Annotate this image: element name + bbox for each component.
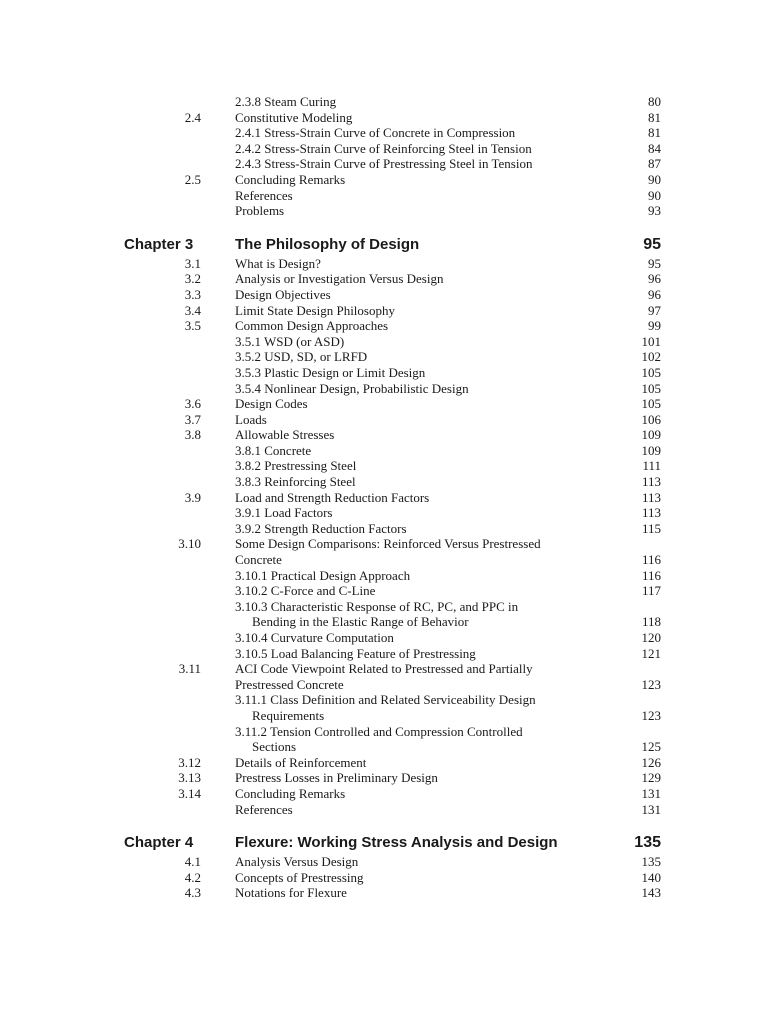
toc-entry: [0, 583, 768, 599]
toc-entry: [0, 724, 768, 740]
page-number: 123: [641, 676, 661, 692]
section-number: 2.5: [184, 171, 201, 187]
toc-entry: [0, 256, 768, 272]
entry-title: References: [235, 801, 293, 817]
page-number: 102: [641, 349, 661, 365]
toc-entry: [0, 125, 768, 141]
toc-entry: [0, 870, 768, 886]
toc-entry: [0, 708, 768, 724]
page-number: 84: [648, 140, 661, 156]
entry-title: References: [235, 187, 293, 203]
section-number: 4.3: [184, 885, 201, 901]
page-number: 105: [641, 396, 661, 412]
entry-title: What is Design?: [235, 255, 321, 271]
chapter-label: Chapter 4: [124, 834, 194, 852]
section-number: 4.1: [184, 854, 201, 870]
page-number: 105: [641, 364, 661, 380]
page-number: 90: [648, 187, 661, 203]
chapter-heading-row: [0, 234, 768, 255]
toc-entry: [0, 94, 768, 110]
section-number: 3.11: [178, 661, 201, 677]
entry-title: 3.8.2 Prestressing Steel: [235, 458, 357, 474]
toc-entry: [0, 490, 768, 506]
entry-title: 3.10.4 Curvature Computation: [235, 630, 394, 645]
entry-title: Load and Strength Reduction Factors: [235, 489, 430, 505]
entry-title: Concepts of Prestressing: [235, 869, 364, 885]
entry-title: Sections: [252, 739, 297, 755]
entry-title: 3.5.3 Plastic Design or Limit Design: [235, 364, 426, 380]
entry-title: 2.3.8 Steam Curing: [235, 94, 337, 109]
section-number: 3.4: [184, 302, 201, 318]
page-number: 117: [641, 583, 661, 599]
entry-title: Loads: [235, 411, 267, 427]
toc-entry: [0, 156, 768, 172]
page-number: 109: [641, 442, 661, 458]
entry-title: 3.5.2 USD, SD, or LRFD: [235, 349, 368, 365]
toc-entry: [0, 630, 768, 646]
entry-title: 3.10.2 C-Force and C-Line: [235, 583, 376, 599]
toc-entry: [0, 802, 768, 818]
toc-entry: [0, 110, 768, 126]
page-number: 135: [641, 854, 661, 870]
entry-title: Common Design Approaches: [235, 318, 389, 334]
entry-title: 2.4.2 Stress-Strain Curve of Reinforcing Steel in Tension: [235, 140, 532, 156]
entry-title: 3.10.1 Practical Design Approach: [235, 567, 411, 583]
entry-title: Concluding Remarks: [235, 171, 346, 187]
page-number: 126: [641, 754, 661, 770]
entry-title: 3.5.4 Nonlinear Design, Probabilistic Design: [235, 380, 469, 396]
section-number: 3.14: [178, 785, 201, 801]
entry-title: 3.5.1 WSD (or ASD): [235, 333, 345, 349]
section-number: 3.7: [184, 411, 201, 427]
entry-title: Prestressed Concrete: [235, 676, 344, 692]
entry-title: Requirements: [252, 707, 325, 723]
entry-title: Design Objectives: [235, 286, 331, 302]
page-number: 113: [641, 489, 661, 505]
entry-title: 3.10.5 Load Balancing Feature of Prestressing: [235, 645, 476, 661]
toc-entry: [0, 443, 768, 459]
page-number: 116: [641, 552, 661, 568]
page-number: 131: [641, 801, 661, 817]
toc-entry: [0, 141, 768, 157]
toc-entry: [0, 661, 768, 677]
section-number: 4.2: [184, 869, 201, 885]
chapter-title: The Philosophy of Design: [235, 235, 420, 253]
page-number: 135: [634, 834, 661, 852]
toc-entry: [0, 739, 768, 755]
chapter-label: Chapter 3: [124, 235, 194, 253]
page-number: 125: [641, 739, 661, 755]
page-number: 120: [641, 630, 661, 645]
toc-entry: [0, 885, 768, 901]
section-number: 3.10: [178, 536, 201, 552]
toc-entry: [0, 287, 768, 303]
page-number: 90: [648, 171, 661, 187]
page-number: 111: [642, 458, 661, 474]
page-number: 115: [641, 520, 661, 536]
entry-title: Details of Reinforcement: [235, 754, 367, 770]
entry-title: 3.9.2 Strength Reduction Factors: [235, 520, 407, 536]
toc-entry: [0, 334, 768, 350]
toc-entry: [0, 303, 768, 319]
toc-entry: [0, 786, 768, 802]
toc-entry: [0, 552, 768, 568]
toc-entry: [0, 599, 768, 615]
section-number: 3.9: [184, 489, 201, 505]
entry-title: Concrete: [235, 552, 282, 568]
page-number: 101: [641, 333, 661, 349]
page-number: 81: [648, 125, 661, 141]
entry-title: 2.4.1 Stress-Strain Curve of Concrete in Compression: [235, 125, 516, 141]
page-number: 95: [648, 255, 661, 271]
page-number: 140: [641, 869, 661, 885]
entry-title: 3.10.3 Characteristic Response of RC, PC, and PPC in: [235, 598, 519, 614]
toc-entry: [0, 427, 768, 443]
toc-entry: [0, 505, 768, 521]
entry-title: Problems: [235, 203, 285, 219]
page-number: 121: [641, 645, 661, 661]
page-number: 106: [641, 411, 661, 427]
toc-entry: [0, 381, 768, 397]
section-number: 3.6: [184, 396, 201, 412]
page-number: 116: [641, 567, 661, 583]
section-number: 3.12: [178, 754, 201, 770]
page-number: 93: [648, 203, 661, 219]
chapter-heading-row: [0, 832, 768, 853]
toc-entry: [0, 770, 768, 786]
page-number: 87: [648, 156, 661, 172]
toc-entry: [0, 521, 768, 537]
toc-entry: [0, 365, 768, 381]
toc-entry: [0, 568, 768, 584]
toc-entry: [0, 646, 768, 662]
toc-entry: [0, 458, 768, 474]
entry-title: Design Codes: [235, 396, 308, 412]
section-number: 3.3: [184, 286, 201, 302]
entry-title: 3.11.2 Tension Controlled and Compression Controlled: [235, 723, 523, 739]
page-number: 129: [641, 770, 661, 786]
toc-entry: [0, 536, 768, 552]
toc-entry: [0, 412, 768, 428]
toc-entry: [0, 692, 768, 708]
section-number: 3.2: [184, 271, 201, 287]
section-number: 3.8: [184, 427, 201, 443]
page-number: 113: [641, 474, 661, 490]
entry-title: 3.9.1 Load Factors: [235, 505, 333, 521]
entry-title: Limit State Design Philosophy: [235, 302, 395, 318]
page-number: 95: [643, 235, 661, 253]
page-number: 109: [641, 427, 661, 443]
section-number: 3.13: [178, 770, 201, 786]
toc-entry: [0, 271, 768, 287]
entry-title: Allowable Stresses: [235, 427, 335, 443]
entry-title: 2.4.3 Stress-Strain Curve of Prestressing Steel in Tension: [235, 156, 533, 172]
page-number: 96: [648, 286, 661, 302]
page-number: 105: [641, 380, 661, 396]
toc-entry: [0, 854, 768, 870]
page-number: 81: [648, 109, 661, 125]
entry-title: 3.8.1 Concrete: [235, 442, 312, 458]
toc-entry: [0, 203, 768, 219]
toc-entry: [0, 396, 768, 412]
entry-title: Concluding Remarks: [235, 785, 346, 801]
page-number: 131: [641, 785, 661, 801]
toc-entry: [0, 172, 768, 188]
section-number: 3.1: [184, 255, 201, 271]
page-number: 80: [648, 94, 661, 109]
page-number: 113: [641, 505, 661, 521]
section-number: 2.4: [184, 109, 201, 125]
toc-entry: [0, 614, 768, 630]
entry-title: Analysis Versus Design: [235, 854, 359, 870]
chapter-title: Flexure: Working Stress Analysis and Design: [235, 834, 558, 852]
entry-title: 3.8.3 Reinforcing Steel: [235, 474, 356, 490]
toc-entry: [0, 677, 768, 693]
page-number: 123: [641, 707, 661, 723]
page-number: 143: [641, 885, 661, 901]
entry-title: Analysis or Investigation Versus Design: [235, 271, 444, 287]
section-number: 3.5: [184, 318, 201, 334]
table-of-contents: [0, 94, 768, 901]
page-number: 118: [641, 614, 661, 630]
page-number: 97: [648, 302, 661, 318]
page-number: 96: [648, 271, 661, 287]
toc-entry: [0, 318, 768, 334]
entry-title: 3.11.1 Class Definition and Related Serviceability Design: [235, 692, 536, 708]
entry-title: ACI Code Viewpoint Related to Prestressed and Partially: [235, 661, 533, 677]
toc-entry: [0, 188, 768, 204]
entry-title: Prestress Losses in Preliminary Design: [235, 770, 438, 786]
toc-entry: [0, 755, 768, 771]
entry-title: Some Design Comparisons: Reinforced Versus Prestressed: [235, 536, 541, 552]
entry-title: Notations for Flexure: [235, 885, 347, 901]
toc-entry: [0, 349, 768, 365]
page-number: 99: [648, 318, 661, 334]
entry-title: Bending in the Elastic Range of Behavior: [252, 614, 469, 630]
toc-entry: [0, 474, 768, 490]
entry-title: Constitutive Modeling: [235, 109, 353, 125]
